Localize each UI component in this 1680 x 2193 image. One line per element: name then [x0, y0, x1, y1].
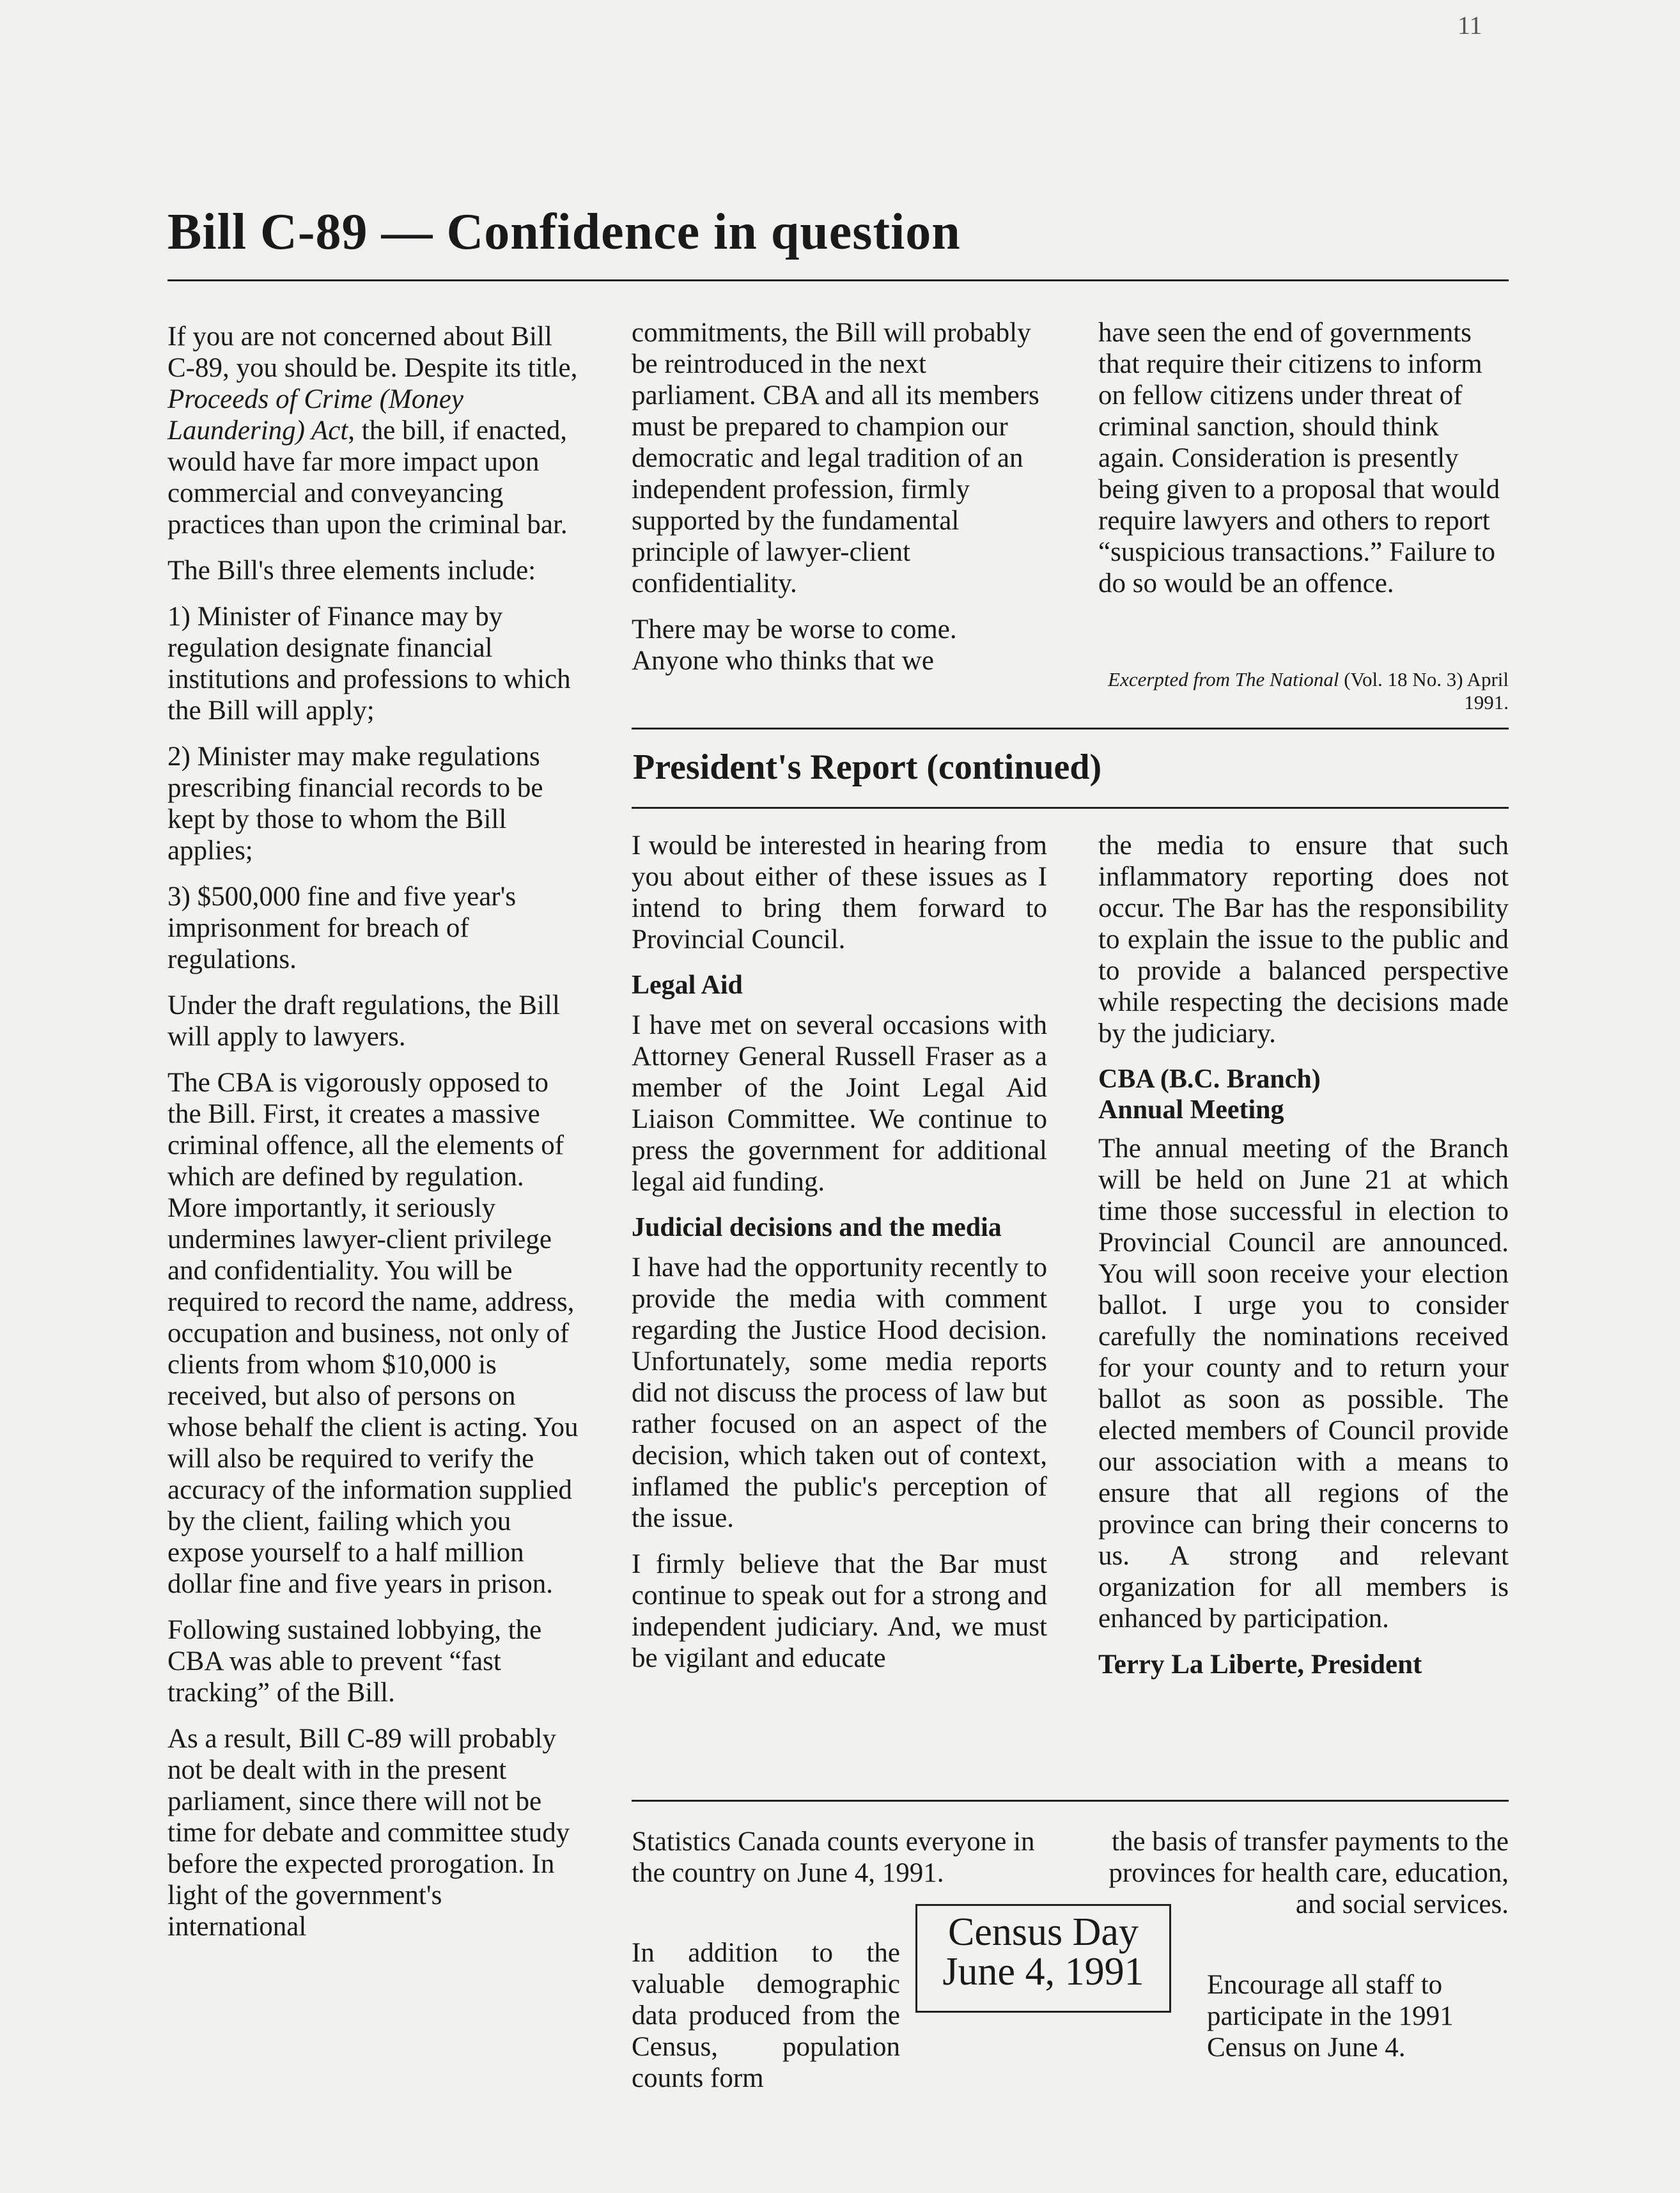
worse-to-come-paragraph: There may be worse to come. Anyone who thinks that we — [632, 614, 957, 676]
article-intro-paragraph: If you are not concerned about Bill C-89, you should be. Despite its title, Proceeds of Crime (Money Laundering) Act, the bill, if enacted, would have far more impact upon commercial and conveyancing practices than upon the criminal bar. — [167, 322, 578, 540]
report-intro: I would be interested in hearing from you about either of these issues as I intend to bring them forward to Provincial Council. — [632, 831, 1047, 955]
census-intro — [632, 1826, 1047, 1903]
census-box-title: Census Day — [948, 1910, 1139, 1954]
draft-regulations-paragraph: Under the draft regulations, the Bill will apply to lawyers. — [167, 990, 560, 1052]
cba-opposition-paragraph: The CBA is vigorously opposed to the Bill. First, it creates a massive criminal offence, all the elements of which are defined by regulation. More importantly, it seriously undermines lawyer-client privilege and confidentiality. You will be required to record the name, address, occupation and business, not only of clients from whom $10,000 is received, but also of persons on whose behalf the client is acting. You will also be required to verify the accuracy of the information supplied by the client, failing which you expose yourself to a half million dollar fine and five years in prison. — [167, 1068, 579, 1599]
census-top-rule — [632, 1800, 1509, 1802]
element-1: 1) Minister of Finance may by regulation designate financial institutions and professions to which the Bill will apply; — [167, 602, 571, 726]
judiciary-belief-text: I firmly believe that the Bar must continue to speak out for a strong and independent judiciary. And, we must be vigilant and educate — [632, 1549, 1047, 1673]
census-data-paragraph: In addition to the valuable demographic data produced from the Census, population counts form — [632, 1938, 900, 2093]
media-paragraph: the media to ensure that such inflammatory reporting does not occur. The Bar has the responsibility to explain the issue to the public and to provide a balanced perspective while respecting the decisions made by the judiciary. — [1098, 831, 1509, 1049]
census-intro-text: Statistics Canada counts everyone in the country on June 4, 1991. — [632, 1827, 1035, 1888]
element-2: 2) Minister may make regulations prescribing financial records to be kept by those to whom the Bill applies; — [167, 742, 543, 866]
article-column-1 — [167, 321, 583, 1957]
census-encourage-paragraph: Encourage all staff to participate in the 1991 Census on June 4. — [1207, 1970, 1454, 2063]
title-rule — [167, 279, 1509, 281]
report-top-rule — [632, 728, 1509, 730]
census-transfer-paragraph: the basis of transfer payments to the provinces for health care, education, and social services. — [1108, 1827, 1509, 1919]
element-3: 3) $500,000 fine and five year's imprisonment for breach of regulations. — [167, 882, 517, 974]
census-box-date: June 4, 1991 — [942, 1950, 1144, 1994]
article-title: Bill C-89 — Confidence in question — [167, 204, 961, 260]
article-column-3 — [1098, 317, 1507, 614]
elements-intro: The Bill's three elements include: — [167, 556, 536, 586]
act-title: Proceeds of Crime (Money Laundering) Act — [167, 384, 463, 446]
report-column-1 — [632, 830, 1047, 1689]
lobbying-paragraph: Following sustained lobbying, the CBA was able to prevent “fast tracking” of the Bill. — [167, 1615, 542, 1708]
article-column-2 — [632, 317, 1047, 691]
annual-meeting-text: The annual meeting of the Branch will be held on June 21 at which time those successful in election to Provincial Council are announced. You will soon receive your election ballot. I urge you to consider carefully the nominations received for your county and to return your ballot as soon as possible. The elected members of Council provide our association with a means to ensure that all regions of the province can bring their concerns to us. A strong and relevant organization for all members is enhanced by participation. — [1098, 1134, 1509, 1634]
legal-aid-text: I have met on several occasions with Attorney General Russell Fraser as a member of the Joint Legal Aid Liaison Committee. We continue to press the government for additional legal aid funding. — [632, 1010, 1047, 1197]
page-number: 11 — [1458, 11, 1482, 40]
governments-paragraph: have seen the end of governments that require their citizens to inform on fellow citizens under threat of criminal sanction, should think again. Consideration is presently being given to a proposal that would require lawyers and others to report “suspicious transactions.” Failure to do so would be an offence. — [1098, 318, 1500, 598]
judicial-decisions-heading: Judicial decisions and the media — [632, 1213, 1002, 1242]
annual-meeting-heading: CBA (B.C. Branch) Annual Meeting — [1098, 1065, 1321, 1125]
commitments-paragraph: commitments, the Bill will probably be reintroduced in the next parliament. CBA and all its members must be prepared to champion our democratic and legal tradition of an independent profession, firmly supported by the fundamental principle of lawyer-client confidentiality. — [632, 318, 1039, 598]
judicial-decisions-text: I have had the opportunity recently to provide the media with comment regarding the Justice Hood decision. Unfortunately, some media reports did not discuss the process of law but rather focused on an aspect of the decision, which taken out of context, inflamed the public's perception of the issue. — [632, 1253, 1047, 1533]
report-signature: Terry La Liberte, President — [1098, 1650, 1422, 1680]
result-paragraph: As a result, Bill C-89 will probably not be dealt with in the present parliament, since there will not be time for debate and committee study before the expected prorogation. In light of the government's international — [167, 1724, 570, 1942]
report-column-2 — [1098, 830, 1509, 1695]
report-title: President's Report (continued) — [633, 747, 1102, 787]
legal-aid-heading: Legal Aid — [632, 971, 743, 1000]
report-title-rule — [632, 807, 1509, 809]
excerpt-credit: Excerpted from The National (Vol. 18 No. 3) April 1991. — [1108, 668, 1509, 714]
